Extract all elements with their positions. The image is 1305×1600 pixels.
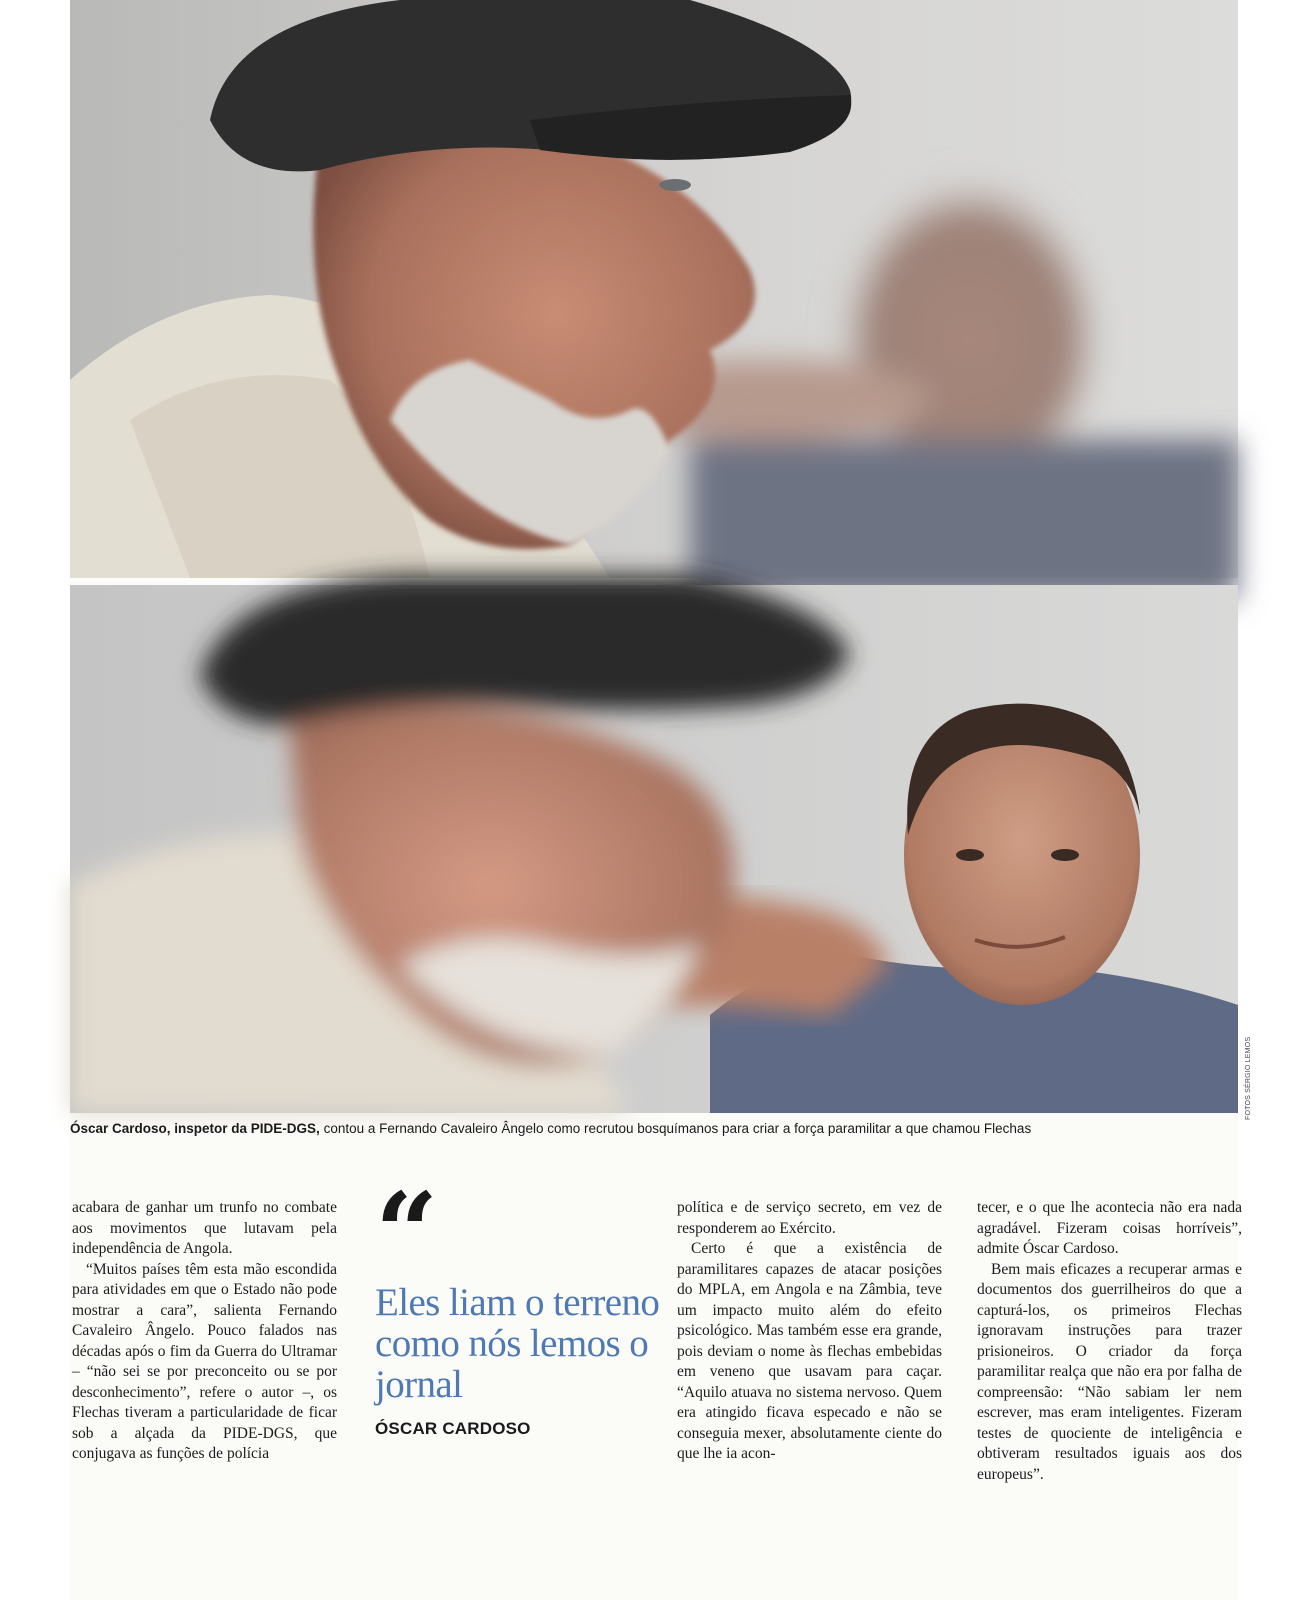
pull-quote-text: Eles liam o terreno como nós lemos o jornal (375, 1281, 660, 1406)
photo-two-men-portrait (70, 585, 1238, 1113)
paragraph: política e de serviço secreto, em vez de responderem ao Exército. (677, 1199, 942, 1237)
article-column-3 (677, 1198, 942, 1465)
paragraph: acabara de ganhar um trunfo no combate aos movimentos que lutavam pela independência de Angola. (72, 1199, 337, 1257)
article-column-1 (72, 1198, 337, 1465)
paragraph: Certo é que a existência de paramilitares capazes de atacar posições do MPLA, em Angola e na Zâmbia, teve um impacto muito além do efeito psicológico. Mas também esse era grande, pois deviam o nome às flechas embebidas em veneno que usavam para caçar. “Aquilo atuava no sistema nervoso. Quem era atingido ficava especado e não se conseguia mexer, absolutamente ciente do que lhe ia acon- (677, 1240, 942, 1462)
pull-quote-author: ÓSCAR CARDOSO (375, 1419, 531, 1438)
quote-marks-icon: “ (375, 1168, 431, 1297)
photo-credit: FOTOS SÉRGIO LEMOS (1245, 1036, 1252, 1120)
paragraph: tecer, e o que lhe acontecia não era nada agradável. Fizeram coisas horríveis”, admite Óscar Cardoso. (977, 1199, 1242, 1257)
paragraph: “Muitos países têm esta mão escondida para atividades em que o Estado não pode mostrar a cara”, salienta Fernando Cavaleiro Ângelo. Pouco falados nas décadas após o fim da Guerra do Ultramar – “não sei se por preconceito ou se por desconhecimento”, refere o autor –, os Flechas tiveram a particularidade de ficar sob a alçada da PIDE-DGS, que conjugava as funções de polícia (72, 1260, 337, 1462)
pull-quote-block (375, 1168, 660, 1439)
article-column-4 (977, 1198, 1242, 1485)
caption-lead: Óscar Cardoso, inspetor da PIDE-DGS, (70, 1121, 320, 1136)
photo-elderly-man-profile (70, 0, 1238, 578)
caption-text: contou a Fernando Cavaleiro Ângelo como recrutou bosquímanos para criar a força paramilitar a que chamou Flechas (319, 1121, 1032, 1136)
photo-caption (70, 1120, 1238, 1138)
paragraph: Bem mais eficazes a recuperar armas e documentos dos guerrilheiros do que a capturá-los, os primeiros Flechas ignoravam instruções para trazer prisioneiros. O criador da força paramilitar realça que não era por falha de compreensão: “Não sabiam ler nem escrever, mas eram inteligentes. Fizeram testes de quociente de inteligência e obtiveram resultados iguais aos dos europeus”. (977, 1260, 1242, 1483)
